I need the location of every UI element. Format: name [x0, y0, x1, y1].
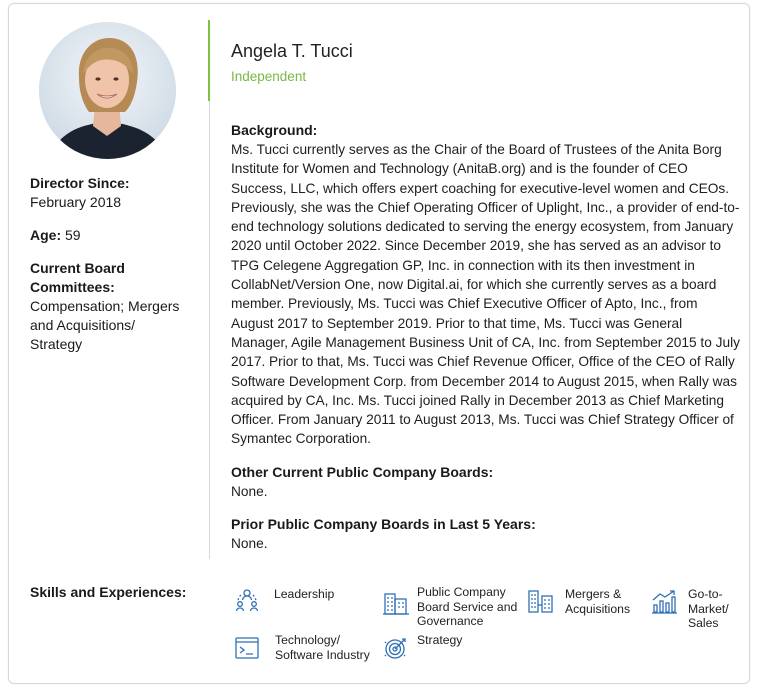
age-label: Age:	[30, 227, 62, 243]
buildings-icon	[527, 587, 555, 615]
background-text: Ms. Tucci currently serves as the Chair of the Board of Trustees of the Anita Borg Institute for Women and Technology (AnitaB.org) and is the founder of CEO Success, LLC, which offers expert coaching for executive-level women and CEOs. Previously, she was the Chief Operating Officer of Uplight, Inc., a provider of end-to-end technology solutions dedicated to serving the energy ecosystem, from January 2020 until October 2022. Since December 2019, she has served as an advisor to TPG Celegene Aggregation GP, Inc. in connection with its then investment in CollabNet/Version One, now Digital.ai, for which she currently serves as a board member. Previously, Ms. Tucci was Chief Executive Officer of Apto, Inc., from August 2017 to September 2019. Prior to that time, Ms. Tucci was General Manager, Agile Management Business Unit of CA, Inc. from September 2015 to July 2017. Prior to that, Ms. Tucci was Chief Revenue Officer, Office of the CEO of Rally Software Development Corp. from December 2014 to August 2015, when Rally was acquired by CA, Inc. Ms. Tucci joined Rally in December 2013 as Chief Marketing Officer. From January 2011 to August 2013, Ms. Tucci was Chief Strategy Officer of Symantec Corporation.	[231, 142, 740, 447]
director-summary	[30, 174, 198, 368]
skill-item-mergers	[527, 587, 645, 616]
building-icon	[382, 589, 410, 617]
skill-label: Leadership	[274, 587, 335, 601]
director-photo	[39, 22, 176, 159]
skill-label: Go-to-Market/ Sales	[688, 587, 729, 630]
director-since-label: Director Since:	[30, 175, 130, 191]
skill-item-leadership	[233, 586, 334, 614]
director-since-value: February 2018	[30, 194, 122, 210]
age-row	[30, 226, 198, 245]
skill-label: Strategy	[417, 633, 463, 647]
age-value: 59	[65, 227, 81, 243]
leadership-icon	[233, 586, 261, 614]
skill-item-strategy	[382, 634, 462, 662]
background-heading: Background:	[231, 122, 318, 138]
chart-icon	[650, 588, 678, 616]
target-icon	[382, 634, 410, 662]
other-boards-heading: Other Current Public Company Boards:	[231, 463, 494, 480]
prior-boards-heading: Prior Public Company Boards in Last 5 Years:	[231, 516, 536, 533]
accent-divider	[208, 20, 210, 101]
prior-boards-value: None.	[231, 536, 268, 552]
skill-label: Public Company Board Service and Governance	[417, 585, 518, 628]
skills-title: Skills and Experiences:	[30, 584, 187, 600]
director-bio	[231, 121, 743, 562]
committees-value: Compensation; Mergers and Acquisitions/ Strategy	[30, 298, 180, 352]
skill-label: Mergers & Acquisitions	[565, 587, 631, 616]
skill-item-technology	[233, 634, 375, 662]
skill-label: Technology/ Software Industry	[275, 633, 370, 662]
terminal-icon	[233, 634, 261, 662]
director-affiliation: Independent	[231, 69, 307, 84]
skill-item-go-to-market	[650, 588, 734, 631]
director-name: Angela T. Tucci	[231, 41, 353, 61]
committees-label: Current Board Committees:	[30, 260, 125, 295]
column-divider	[209, 101, 210, 559]
skill-item-board-service	[382, 585, 523, 629]
other-boards-value: None.	[231, 483, 268, 499]
